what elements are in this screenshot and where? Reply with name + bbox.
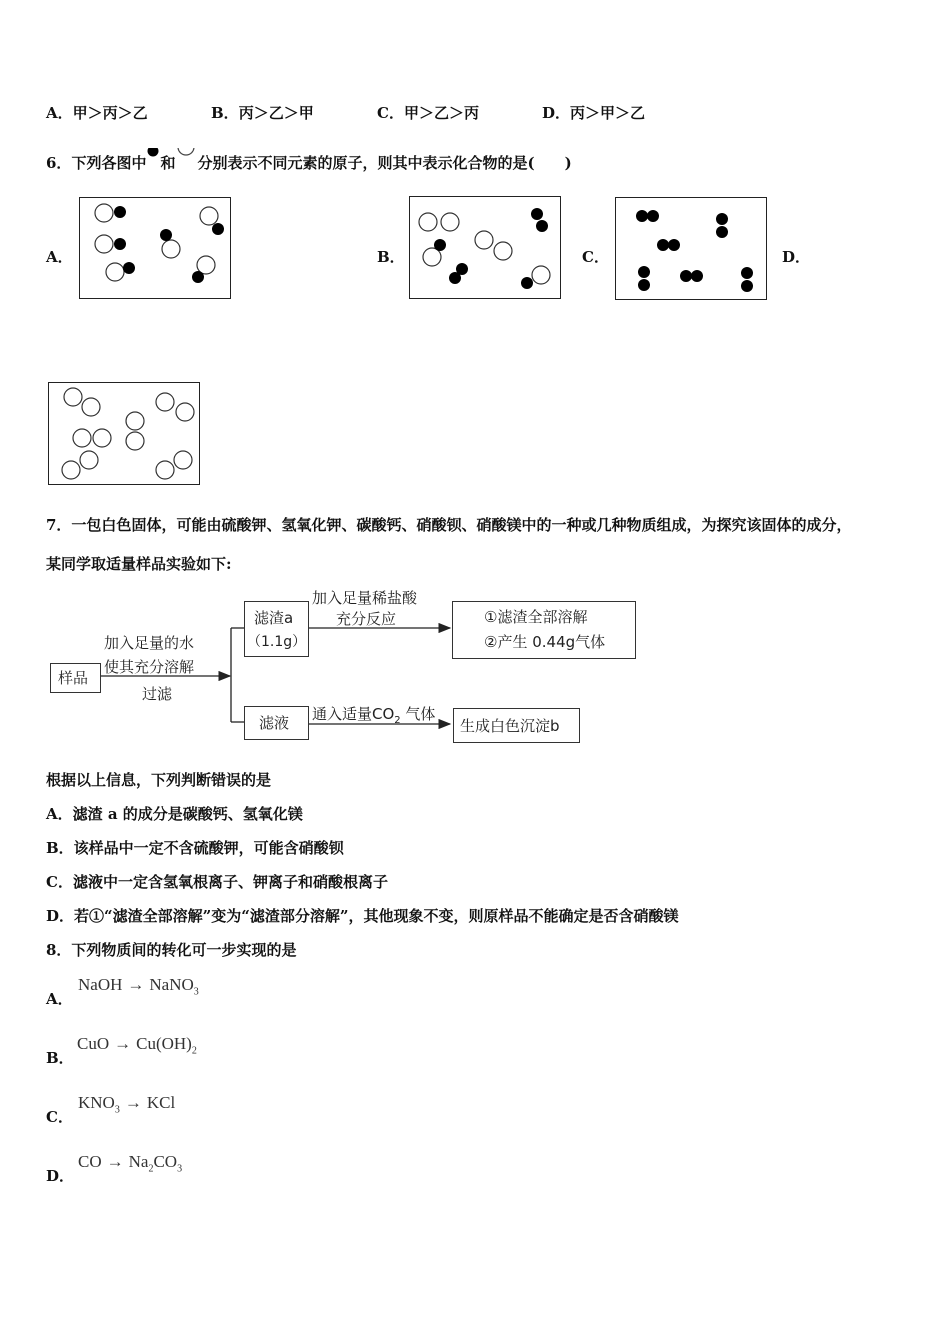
q6-diagram-c: [615, 197, 767, 300]
q7-question: 根据以上信息，下列判断错误的是: [46, 771, 272, 789]
q8-formula-d: CO → $Na_2CO_3$: [78, 1152, 183, 1175]
flow-residue-line1: 滤渣a: [254, 609, 294, 627]
q7-option-c: C．滤液中一定含氢氧根离子、钾离子和硝酸根离子: [46, 873, 388, 891]
q6-label-a: A．: [46, 248, 73, 266]
q7-option-b: B．该样品中一定不含硫酸钾，可能含硝酸钡: [46, 839, 344, 857]
q6-diagram-d: [48, 382, 200, 485]
q8-formula-a: NaOH → NaNO$_3$: [78, 975, 199, 998]
flow-step1-line2: 使其充分溶解: [104, 658, 195, 676]
molecule-diagram-b: [410, 197, 562, 300]
q8-label-a: A．: [46, 990, 73, 1008]
q5-option-c: C．甲＞乙＞丙: [377, 104, 479, 122]
q6-diagram-b: [409, 196, 561, 299]
q5-option-a: A．甲＞丙＞乙: [46, 104, 148, 122]
q6-stem: 6．下列各图中 和 分别表示不同元素的原子，则其中表示化合物的是( ): [46, 148, 572, 173]
flow-step2-line1: 加入足量稀盐酸: [312, 589, 418, 607]
q8-stem: 8．下列物质间的转化可一步实现的是: [46, 941, 297, 959]
q7-stem-line2: 某同学取适量样品实验如下:: [46, 555, 232, 573]
flow-step1-line1: 加入足量的水: [104, 634, 195, 652]
molecule-diagram-d: [49, 383, 201, 486]
flow-result2-label: 生成白色沉淀b: [460, 717, 560, 735]
flow-sample-label: 样品: [58, 669, 89, 687]
flow-step3-label: 通入适量$CO_2$ 气体: [312, 705, 436, 726]
q8-label-b: B．: [46, 1049, 74, 1067]
molecule-diagram-a: [80, 198, 232, 300]
q6-diagram-a: [79, 197, 231, 299]
flow-result1-line1: ①滤渣全部溶解: [484, 608, 588, 626]
flow-step1-line3: 过滤: [142, 685, 173, 703]
q6-label-c: C．: [582, 248, 609, 266]
q7-stem-line1: 7．一包白色固体，可能由硫酸钾、氢氧化钾、碳酸钙、硝酸钡、硝酸镁中的一种或几种物质组成，为探究该固体的成分，: [46, 516, 852, 534]
q8-formula-b: CuO → $Cu(OH)_2$: [77, 1034, 197, 1057]
q8-label-c: C．: [46, 1108, 73, 1126]
q7-option-d: D．若①“滤渣全部溶解”变为“滤渣部分溶解”，其他现象不变，则原样品不能确定是否含硝酸镁: [46, 907, 679, 925]
flow-result1-line2: ②产生 0.44g气体: [484, 633, 606, 651]
q6-label-b: B．: [377, 248, 405, 266]
white-atom-icon: [175, 148, 197, 168]
flow-step2-line2: 充分反应: [336, 610, 397, 628]
q5-option-b: B．丙＞乙＞甲: [211, 104, 314, 122]
q6-label-d: D．: [782, 248, 811, 266]
flow-filtrate-label: 滤液: [259, 714, 290, 732]
q8-formula-c: $KNO_3$ → KCl: [78, 1093, 176, 1116]
flow-residue-line2: （1.1g）: [247, 634, 307, 650]
molecule-diagram-c: [616, 198, 768, 301]
q7-option-a: A．滤渣 a 的成分是碳酸钙、氢氧化镁: [46, 805, 303, 823]
black-atom-icon: [146, 148, 160, 168]
q8-label-d: D．: [46, 1167, 75, 1185]
q5-option-d: D．丙＞甲＞乙: [542, 104, 646, 122]
